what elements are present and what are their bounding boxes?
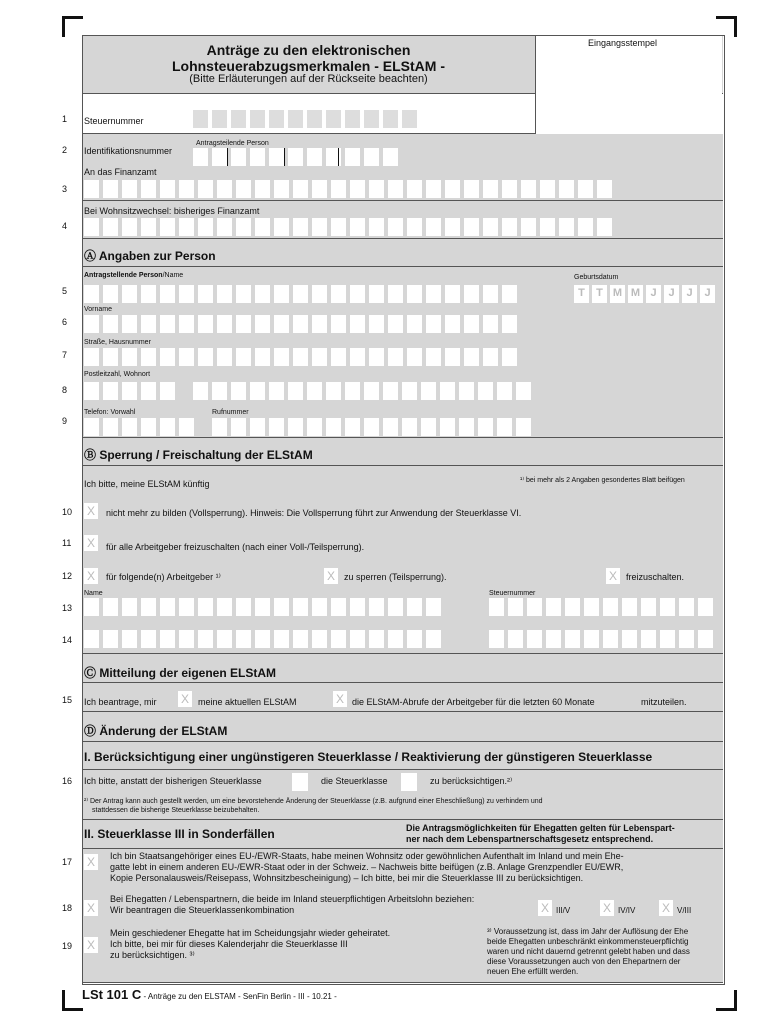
section-c-text3: die ELStAM-Abrufe der Arbeitgeber für die letzten 60 Monate — [352, 697, 595, 707]
steuernummer-input[interactable] — [193, 110, 417, 128]
neue-steuerklasse-input[interactable] — [401, 773, 417, 791]
section-b-footnote: ¹⁾ bei mehr als 2 Angaben gesondertes Blatt beifügen — [520, 477, 685, 484]
form-title-line2: Lohnsteuerabzugsmerkmalen - ELStAM - — [171, 58, 446, 74]
name-label-bold: Antragstellende Person — [84, 272, 163, 279]
row-number: 13 — [62, 603, 73, 613]
date-placeholder: T — [574, 285, 589, 303]
note3-line4: diese Voraussetzungen auch von den Ehepartnern der — [487, 957, 681, 966]
checkbox-freischalten-alle[interactable]: X — [84, 535, 98, 551]
row-number: 2 — [62, 145, 68, 155]
bisherige-steuerklasse-input[interactable] — [292, 773, 308, 791]
checkbox-freischalten[interactable]: X — [606, 568, 620, 584]
arbeitgeber-name-label: Name — [84, 590, 103, 597]
row-number: 12 — [62, 571, 73, 581]
row17-line3: Kopie Personalausweis/Reisepass, Wohnsitzbescheinigung) – Ich bitte, bei mir die Steuerklasse III zu berücksichtigen. — [110, 873, 584, 883]
arbeitgeber-steuernummer-label: Steuernummer — [489, 590, 536, 597]
row19-line3: zu berücksichtigen. ³⁾ — [110, 950, 195, 960]
date-placeholder: M — [628, 285, 643, 303]
date-placeholder: T — [592, 285, 607, 303]
note3-line5: neuen Ehe erfüllt werden. — [487, 967, 579, 976]
row16-text3: zu berücksichtigen.²⁾ — [430, 776, 513, 786]
row16-text2: die Steuerklasse — [321, 776, 388, 786]
telefon-label: Telefon: Vorwahl — [84, 409, 136, 416]
row-number: 9 — [62, 416, 68, 426]
row-number: 5 — [62, 286, 68, 296]
name-label — [84, 271, 183, 280]
sub2-note-line2: ner nach dem Lebenspartnerschaftsgesetz entsprechend. — [406, 834, 654, 844]
row-number: 11 — [62, 538, 72, 548]
note2-line1: ²⁾ Der Antrag kann auch gestellt werden, um eine bevorstehende Änderung der Steuerklasse (z.B. aufgrund einer Eheschließung) zu verhindern und — [84, 798, 543, 805]
geburtsdatum-label: Geburtsdatum — [574, 274, 619, 281]
vorname-input[interactable] — [84, 315, 517, 333]
wohnsitzwechsel-label: Bei Wohnsitzwechsel: bisheriges Finanzamt — [84, 206, 260, 216]
name-label-rest: /Name — [162, 272, 184, 279]
checkbox-geschieden[interactable]: X — [84, 937, 98, 953]
freischalten-label: freizuschalten. — [626, 572, 685, 582]
idnr-separator — [227, 148, 228, 166]
note2-line2: stattdessen die bisherige Steuerklasse beizubehalten. — [92, 807, 260, 814]
idnr-separator — [338, 148, 339, 166]
row-number: 8 — [62, 385, 68, 395]
date-placeholder: J — [700, 285, 715, 303]
geburtsdatum-input[interactable] — [574, 285, 715, 303]
option-iv-iv-label: IV/IV — [618, 906, 636, 915]
row-number: 14 — [62, 635, 73, 645]
checkbox-v-iii[interactable]: X — [659, 900, 673, 916]
sub2-note-line1: Die Antragsmöglichkeiten für Ehegatten gelten für Lebenspart- — [406, 823, 675, 833]
wohnsitzwechsel-input[interactable] — [84, 218, 612, 236]
row-number: 16 — [62, 776, 73, 786]
freischalten-alle-label: für alle Arbeitgeber freizuschalten (nach einer Voll-/Teilsperrung). — [106, 542, 365, 552]
row-number: 3 — [62, 184, 68, 194]
antragstellende-person-label: Antragsteilende Person — [196, 140, 269, 147]
row18-line1: Bei Ehegatten / Lebenspartnern, die beide im Inland steuerpflichtigen Arbeitslohn beziehen: — [110, 894, 475, 904]
idnr-separator — [284, 148, 285, 166]
form-title-line1: Anträge zu den elektronischen — [206, 42, 411, 58]
rufnummer-label: Rufnummer — [212, 409, 249, 416]
form-footer-text: - Anträge zu den ELSTAM - SenFin Berlin - III - 10.21 - — [141, 992, 337, 1001]
plz-input[interactable] — [84, 382, 175, 400]
row17-line1: Ich bin Staatsangehöriger eines EU-/EWR-Staats, habe meinen Wohnsitz oder gewöhnlichen Aufenthalt im Inland und mein Ehe- — [110, 851, 624, 861]
checkbox-teilsperrung[interactable]: X — [324, 568, 338, 584]
section-b-title: Ⓑ Sperrung / Freischaltung der ELStAM — [84, 448, 313, 462]
strasse-label: Straße, Hausnummer — [84, 339, 151, 346]
finanzamt-label: An das Finanzamt — [84, 167, 157, 177]
section-c-text1: Ich beantrage, mir — [84, 697, 157, 707]
vollsperrung-label: nicht mehr zu bilden (Vollsperrung). Hinweis: Die Vollsperrung führt zur Anwendung der Steuerklasse VI. — [106, 508, 522, 518]
arbeitgeber2-steuernummer-input[interactable] — [489, 630, 713, 648]
section-c-title: Ⓒ Mitteilung der eigenen ELStAM — [84, 666, 277, 680]
rufnummer-input[interactable] — [212, 418, 531, 436]
vorwahl-input[interactable] — [84, 418, 194, 436]
checkbox-elstam-abrufe[interactable]: X — [333, 691, 347, 707]
arbeitgeber2-name-input[interactable] — [84, 630, 441, 648]
checkbox-aktuelle-elstam[interactable]: X — [178, 691, 192, 707]
option-v-iii-label: V/III — [677, 906, 692, 915]
arbeitgeber1-name-input[interactable] — [84, 598, 441, 616]
row-number: 18 — [62, 903, 73, 913]
vorname-label: Vorname — [84, 306, 113, 313]
checkbox-ehegatten[interactable]: X — [84, 900, 98, 916]
form-code: LSt 101 C — [82, 987, 142, 1002]
name-input[interactable] — [84, 285, 517, 303]
date-placeholder: J — [646, 285, 661, 303]
row-number: 6 — [62, 317, 68, 327]
row-number: 7 — [62, 350, 68, 360]
crop-mark-top-right — [716, 16, 737, 37]
row18-line2: Wir beantragen die Steuerklassenkombination — [110, 905, 295, 915]
row16-text1: Ich bitte, anstatt der bisherigen Steuerklasse — [84, 776, 262, 786]
folgende-arbeitgeber-label: für folgende(n) Arbeitgeber ¹⁾ — [106, 572, 221, 582]
row-number: 15 — [62, 695, 73, 705]
row19-line1: Mein geschiedener Ehegatte hat im Scheidungsjahr wieder geheiratet. — [110, 928, 391, 938]
checkbox-iv-iv[interactable]: X — [600, 900, 614, 916]
strasse-input[interactable] — [84, 348, 517, 366]
idnr-label: Identifikationsnummer — [84, 146, 173, 156]
row19-line2: Ich bitte, bei mir für dieses Kalenderjahr die Steuerklasse III — [110, 939, 348, 949]
row-number: 10 — [62, 507, 73, 517]
stamp-label: Eingangsstempel — [588, 38, 658, 48]
checkbox-vollsperrung[interactable]: X — [84, 503, 98, 519]
checkbox-eu-ewr[interactable]: X — [84, 854, 98, 870]
row-number: 17 — [62, 857, 73, 867]
form-footer — [82, 987, 337, 1002]
checkbox-folgende-arbeitgeber[interactable]: X — [84, 568, 98, 584]
checkbox-iii-v[interactable]: X — [538, 900, 552, 916]
plz-label: Postleitzahl, Wohnort — [84, 371, 151, 378]
steuernummer-label: Steuernummer — [84, 116, 144, 126]
wohnort-input[interactable] — [193, 382, 531, 400]
arbeitgeber1-steuernummer-input[interactable] — [489, 598, 713, 616]
teilsperrung-label: zu sperren (Teilsperrung). — [344, 572, 447, 582]
section-b-intro: Ich bitte, meine ELStAM künftig — [84, 479, 210, 489]
crop-mark-top-left — [62, 16, 83, 37]
crop-mark-bottom-left — [62, 990, 83, 1011]
crop-mark-bottom-right — [716, 990, 737, 1011]
note3-line3: waren und nicht dauernd getrennt gelebt haben und dass — [487, 947, 690, 956]
finanzamt-input[interactable] — [84, 180, 612, 198]
idnr-input[interactable] — [193, 148, 398, 166]
row-number: 1 — [62, 114, 68, 124]
section-d-title: Ⓓ Änderung der ELStAM — [84, 724, 228, 738]
section-d-sub1: I. Berücksichtigung einer ungünstigeren Steuerklasse / Reaktivierung der günstigeren Steuerklasse — [84, 750, 653, 764]
date-placeholder: M — [610, 285, 625, 303]
row17-line2: gatte lebt in einem anderen EU-/EWR-Staat oder in der Schweiz. – Nachweis bitte beifügen (z.B. Anlage Grenzpendler EU/EWR, — [110, 862, 624, 872]
date-placeholder: J — [682, 285, 697, 303]
section-c-text2: meine aktuellen ELStAM — [198, 697, 297, 707]
row-number: 4 — [62, 221, 68, 231]
section-c-text4: mitzuteilen. — [641, 697, 687, 707]
stamp-area — [536, 36, 722, 133]
section-d-sub2: II. Steuerklasse III in Sonderfällen — [84, 827, 275, 841]
section-a-title: Ⓐ Angaben zur Person — [84, 249, 216, 263]
row-number: 19 — [62, 941, 73, 951]
option-iii-v-label: III/V — [556, 906, 571, 915]
date-placeholder: J — [664, 285, 679, 303]
note3-line2: beide Ehegatten unbeschränkt einkommensteuerpflichtig — [487, 937, 689, 946]
form-subtitle: (Bitte Erläuterungen auf der Rückseite beachten) — [189, 73, 428, 85]
note3-line1: ³⁾ Voraussetzung ist, dass im Jahr der Auflösung der Ehe — [487, 927, 689, 936]
